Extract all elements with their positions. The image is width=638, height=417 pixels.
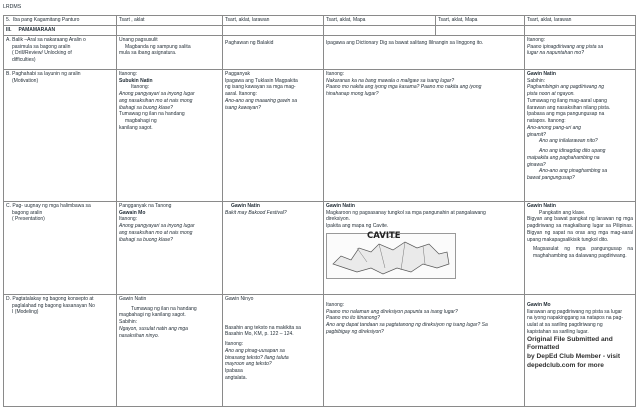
row-5 bbox=[4, 16, 636, 26]
row-a bbox=[4, 35, 636, 69]
watermark-line-2: by DepEd Club Member - visit bbox=[527, 353, 621, 361]
rowC-c1: Pangganyak na Tanong Gawain Mo Itanong: Anong pangyayari sa inyong lugar ang nasaksihan mo at nais mong ibahagi sa buong klase? bbox=[117, 201, 223, 294]
rowC-label: C. Pag- uugnay ng mga halimbawa sa bagong aralin ( Presentation) bbox=[4, 201, 117, 294]
rowD-c5: Gawin Mo Ilarawan ang pagdiriwang ng pista sa lugar na iyong napakinggang sa natapos na pag- uulat at sa sariling pagdiriwang ng kapistahan sa sariling lugar. Original File Submitted and Formatted by DepEd Club Member - visit depedclub.com for more bbox=[525, 294, 636, 406]
rowC-c5: Gawin Natin Pangkatin ang klase. Bigyan ang bawat pangkat ng larawan ng mga pagdiriwang sa magkaibang lugar sa Pilipinas. Bigyan ng sapat na oras ang mga mag-aaral upang makapagsalikisik tungkol dito. Magsasulat ng mga pangungusap na maghahambing sa dalawang pagdiriwang. bbox=[525, 201, 636, 294]
lesson-plan-table bbox=[3, 15, 636, 407]
row5-c4: Tsart, aklat, Mapa bbox=[436, 16, 525, 26]
row-c bbox=[4, 201, 636, 294]
rowA-c1: Unang pagsusulit Magbanda ng sampung salita mula sa ibang asignatura. bbox=[117, 35, 223, 69]
rowC-c3: Gawin Natin Magkaroon ng pagsasanay tungkol sa mga pangunahin at pangalawang direksiyon. Ipakita ang mapa ng Cavite. CAVITE bbox=[324, 201, 525, 294]
row5-c3: Tsart, aklat, Mapa bbox=[324, 16, 436, 26]
row-iii bbox=[4, 26, 636, 36]
rowD-c2: Gawin Ninyo Basahin ang teksto na makikita sa Basahin Mo, KM, p. 122 – 124. Itanong: Ano ang pinag-uusapan sa binasang teksto? Ilang taluta mayroon ang teksto? Ipabasa angtalata. bbox=[223, 294, 324, 406]
row5-c1: Tsart , aklat bbox=[117, 16, 223, 26]
row5-label: 5. Iba pang Kagamitang Panturo bbox=[4, 16, 117, 26]
row-b bbox=[4, 69, 636, 201]
cavite-map-label: CAVITE bbox=[367, 230, 401, 241]
rowD-c3: Itanong: Paano mo nalaman ang direksiyon papunta sa isang lugar? Paano mo ito itinanong? Ano ang dapat tandaan sa pagtatanong ng direksiyon ng isang lugar? Sa pagbibigay ng direksiyon? bbox=[324, 294, 525, 406]
row-d bbox=[4, 294, 636, 406]
rowD-label: D. Pagtatalakay ng bagong konsepto at paglalahad ng bagong kasanayan No I (Modeling) bbox=[4, 294, 117, 406]
rowB-label: B. Paghahabi sa layunin ng aralin (Motivation) bbox=[4, 69, 117, 201]
row5-c5: Tsart, aklat, larawan bbox=[525, 16, 636, 26]
watermark-line-1: Original File Submitted and Formatted bbox=[527, 335, 613, 352]
rowB-c5: Gawin Natin Sabihin: Paghambingin ang pagdiriwang ng pista noon at ngayon. Tumawag ng ilang mag-aaral upang ilarawan ang nasaksihan nilang pista. Ipabasa ang mga pangungusap na natapos. Itanong: Ano-anong pang-uri ang ginamit? Ano ang inilalarawan nito? Ano ang idinagdag dito upang maipakita ang paghahambing na ginawa? Ano-ano ang pinaghambing sa bawat pangungusap? bbox=[525, 69, 636, 201]
cavite-map-image bbox=[326, 230, 456, 279]
rowD-c1: Gawin Natin Tumawag ng ilan na handang magbahagi ng kanilang sagot. Sabihin: Ngayon, susulat natin ang mga nasaksihan ninyo. bbox=[117, 294, 223, 406]
row3-label: III. PAMAMARAAN bbox=[4, 26, 117, 36]
rowA-c5: Itanong: Paano ipinagdiriwang ang pista sa lugar na napuntahan mo? bbox=[525, 35, 636, 69]
rowA-c3: Ipagawa ang Dictionary Dig sa bawat salitang Ililnangin sa linggong ito. bbox=[324, 35, 525, 69]
rowB-c3: Itanong: Nakaranas ka na bang mawala o maligaw sa isang lugar? Paano mo nakita ang iyong mga kasama? Paano mo nakita ang iyong hinahanap mong lugar? bbox=[324, 69, 525, 201]
rowA-c2: Paghawan ng Balakid bbox=[223, 35, 324, 69]
rowB-c1: Itanong: Subukin Natin Itanong: Anong pangyayari sa inyong lugar ang nasaksihan mo at nais mong ibahagi sa buong klase? Tumawag ng ilan na handang magbahagi ng kanilang sagot. bbox=[117, 69, 223, 201]
rowA-label: A. Balik –Aral sa nakaraang Aralin o pasimula sa bagong aralin ( Drill/Review/ Unlocking of difficulties) bbox=[4, 35, 117, 69]
rowB-c2: Pagganyak Ipagawa ang Tuklasin Magpakita ng isang kawayan sa mga mag- aaral. Itanong: Ano-ano ang maaaring gawin sa isang kawayan? bbox=[223, 69, 324, 201]
rowC-c2: Gawin Natin Bakit may Bakood Festival? bbox=[223, 201, 324, 294]
watermark-line-3: depedclub.com for more bbox=[527, 362, 604, 370]
row5-c2: Tsart, aklat, larawan bbox=[223, 16, 324, 26]
lrdms-header: LRDMS bbox=[3, 4, 22, 10]
